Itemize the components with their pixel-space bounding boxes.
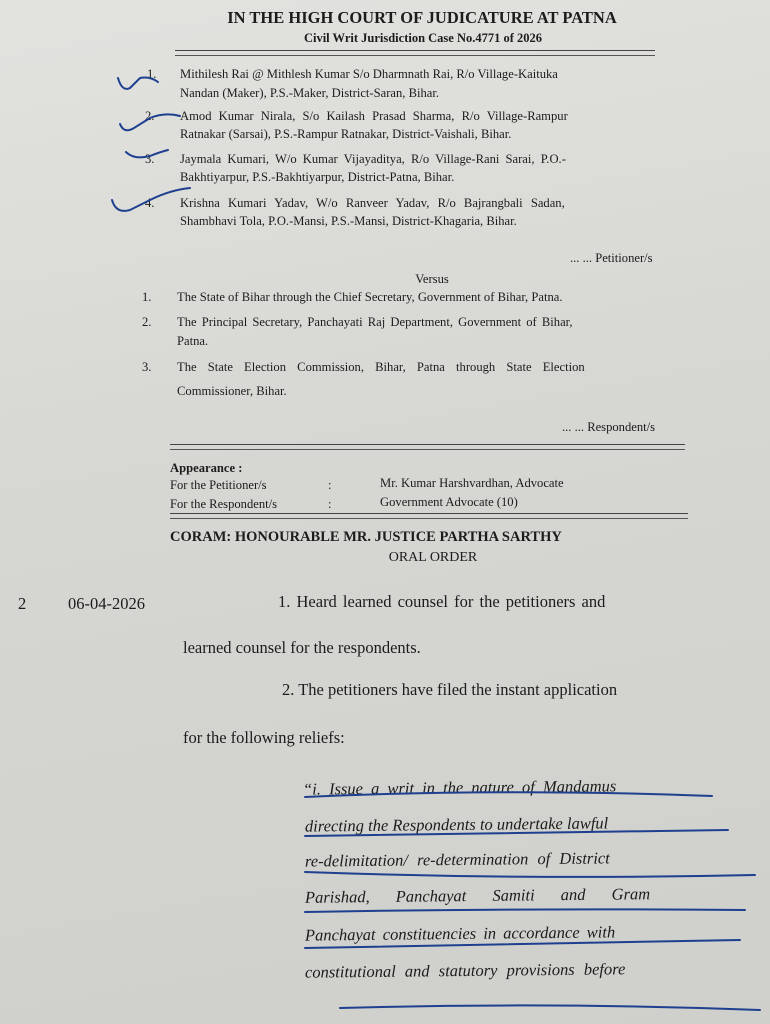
order-line: 1. Heard learned counsel for the petitioners and xyxy=(278,592,606,611)
appearance-sep: : xyxy=(328,497,332,511)
petitioner-line: Jaymala Kumari, W/o Kumar Vijayaditya, R/o Village-Rani Sarai, P.O.- xyxy=(180,152,566,166)
coram: CORAM: HONOURABLE MR. JUSTICE PARTHA SARTHY xyxy=(170,529,562,545)
order-serial: 2 xyxy=(18,594,27,613)
petitioner-number: 3. xyxy=(145,152,155,166)
order-line: learned counsel for the respondents. xyxy=(183,638,421,657)
petitioner-number: 1. xyxy=(147,67,157,81)
petitioner-line: Shambhavi Tola, P.O.-Mansi, P.S.-Mansi, District-Khagaria, Bihar. xyxy=(180,214,517,228)
court-title: IN THE HIGH COURT OF JUDICATURE AT PATNA xyxy=(227,8,617,27)
divider xyxy=(170,513,688,519)
order-line: 2. The petitioners have filed the instant application xyxy=(282,680,618,699)
petitioner-label: ... ... Petitioner/s xyxy=(570,251,653,265)
respondent-line: The State Election Commission, Bihar, Patna through State Election xyxy=(177,360,585,374)
respondent-number: 3. xyxy=(142,360,152,374)
underline xyxy=(305,872,755,877)
versus: Versus xyxy=(415,272,449,286)
petitioner-line: Mithilesh Rai @ Mithlesh Kumar S/o Dharmnath Rai, R/o Village-Kaituka xyxy=(180,67,558,81)
petitioner-line: Nandan (Maker), P.S.-Maker, District-Saran, Bihar. xyxy=(180,86,440,100)
respondent-number: 2. xyxy=(142,315,152,329)
order-line: for the following reliefs: xyxy=(183,728,345,747)
petitioner-number: 2. xyxy=(145,109,155,123)
respondent-line: The State of Bihar through the Chief Secretary, Government of Bihar, Patna. xyxy=(177,290,563,304)
relief-line: Parishad, Panchayat Samiti and Gram xyxy=(304,884,651,907)
appearance-value: Mr. Kumar Harshvardhan, Advocate xyxy=(380,476,564,490)
relief-line: constitutional and statutory provisions before xyxy=(304,959,626,982)
respondent-line: The Principal Secretary, Panchayati Raj Department, Government of Bihar, xyxy=(177,315,573,329)
order-date: 06-04-2026 xyxy=(68,594,145,613)
appearance-label: For the Petitioner/s xyxy=(170,478,267,492)
appearance-label: For the Respondent/s xyxy=(170,497,278,511)
petitioner-line: Bakhtiyarpur, P.S.-Bakhtiyarpur, District-Patna, Bihar. xyxy=(180,170,455,184)
relief-line: re-delimitation/ re-determination of District xyxy=(304,848,610,871)
respondent-label: ... ... Respondent/s xyxy=(562,420,656,434)
respondent-line: Commissioner, Bihar. xyxy=(177,384,287,398)
petitioner-line: Ratnakar (Sarsai), P.S.-Rampur Ratnakar, District-Vaishali, Bihar. xyxy=(180,127,512,141)
appearance-value: Government Advocate (10) xyxy=(380,495,518,509)
relief-line: Panchayat constituencies in accordance with xyxy=(304,922,616,945)
underline xyxy=(340,1005,760,1010)
petitioner-line: Krishna Kumari Yadav, W/o Ranveer Yadav, R/o Bajrangbali Sadan, xyxy=(180,196,565,210)
order-title: ORAL ORDER xyxy=(388,550,478,565)
appearance-sep: : xyxy=(328,478,332,492)
case-number: Civil Writ Jurisdiction Case No.4771 of 2026 xyxy=(303,31,543,45)
respondent-line: Patna. xyxy=(177,334,209,348)
relief-line: “i. Issue a writ in the nature of Mandamus xyxy=(302,776,617,799)
divider xyxy=(170,444,685,450)
relief-line: directing the Respondents to undertake lawful xyxy=(304,813,609,836)
underline xyxy=(305,909,745,912)
petitioner-number: 4. xyxy=(145,196,155,210)
petitioner-line: Amod Kumar Nirala, S/o Kailash Prasad Sharma, R/o Village-Rampur xyxy=(180,109,568,123)
divider xyxy=(175,50,655,56)
respondent-number: 1. xyxy=(142,290,152,304)
appearance-title: Appearance : xyxy=(170,461,243,475)
